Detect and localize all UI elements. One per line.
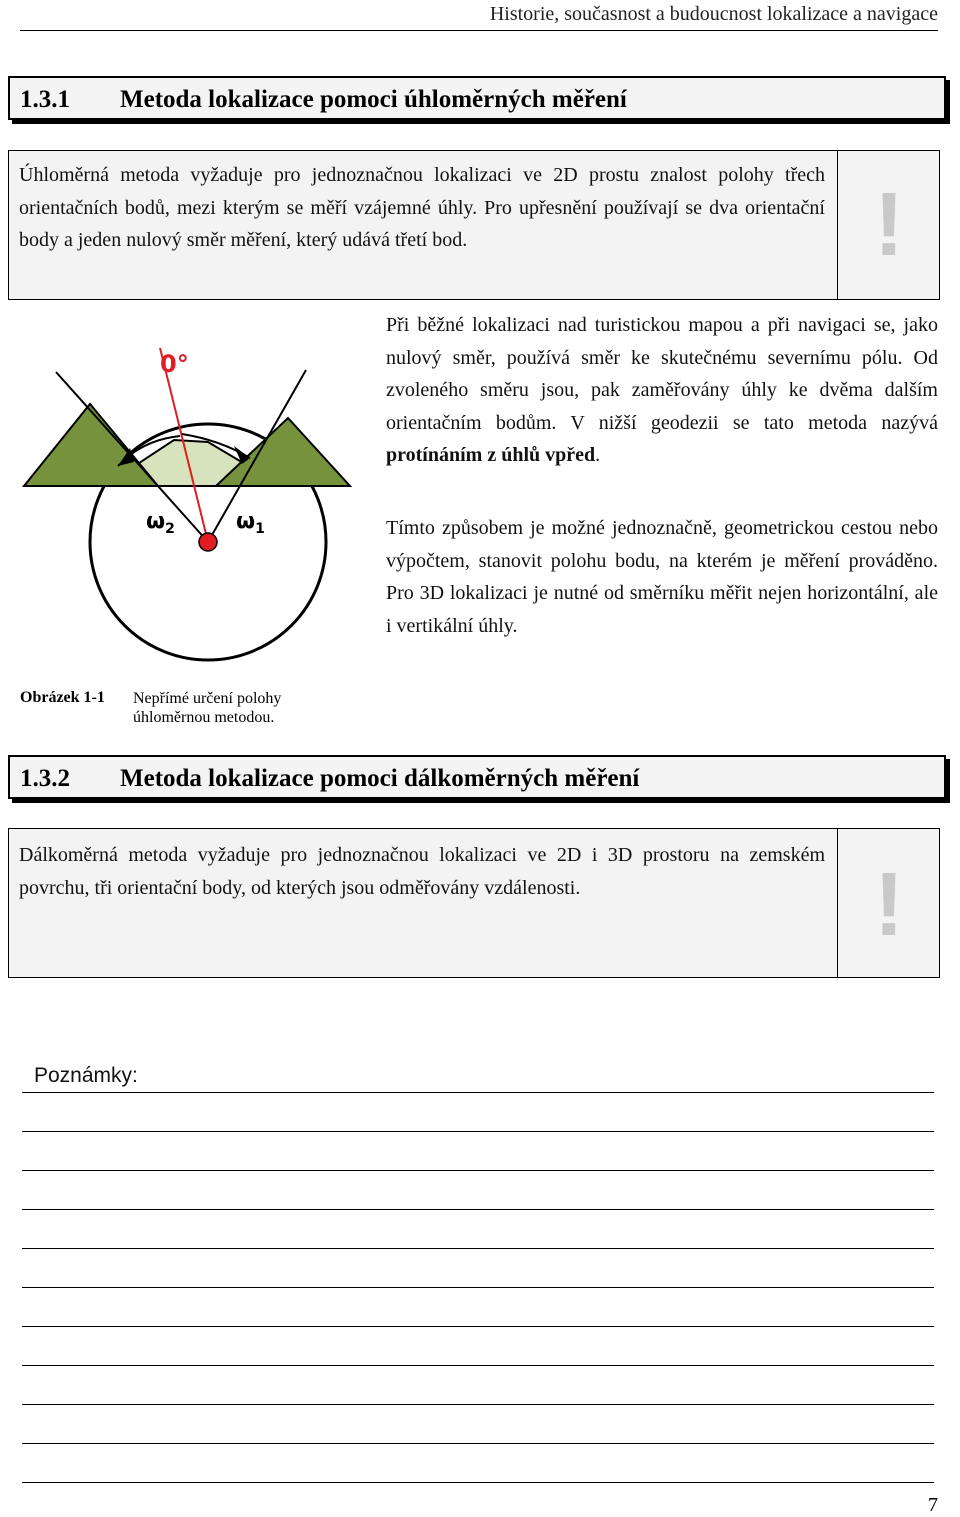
note-text: Úhloměrná metoda vyžaduje pro jednoznačnou lokalizaci ve 2D prostu znalost polohy třech orientačních bodů, mezi kterým se měří vzájemné úhly. Pro upřesnění používají se dva orientační body a jeden nulový směr měření, který udává třetí bod. bbox=[19, 164, 825, 251]
notes-line bbox=[22, 1092, 934, 1093]
notes-line bbox=[22, 1443, 934, 1444]
notes-title: Poznámky: bbox=[34, 1064, 138, 1087]
zero-direction-label: 0° bbox=[160, 350, 189, 378]
note-divider bbox=[837, 829, 838, 977]
omega2-subscript: 2 bbox=[165, 521, 175, 537]
section-title: Metoda lokalizace pomoci úhloměrných měření bbox=[120, 86, 627, 113]
notes-line bbox=[22, 1287, 934, 1288]
paragraph-unique-location: Tímto způsobem je možné jednoznačně, geometrickou cestou nebo výpočtem, stanovit polohu bodu, na kterém je měření prováděno. Pro 3D lokalizaci je nutné od směrníku měřit nejen horizontální, ale i vertikální úhly. bbox=[386, 517, 938, 637]
note-text: Dálkoměrná metoda vyžaduje pro jednoznačnou lokalizaci ve 2D i 3D prostoru na zemském povrchu, tři orientační body, od kterých jsou odměřovány vzdálenosti. bbox=[19, 844, 825, 899]
notes-line bbox=[22, 1404, 934, 1405]
section-heading-1-3-1 bbox=[8, 76, 946, 120]
running-header-title: Historie, současnost a budoucnost lokalizace a navigace bbox=[489, 3, 938, 25]
left-mountain bbox=[24, 404, 158, 486]
omega1-label bbox=[236, 509, 265, 537]
page-number: 7 bbox=[928, 1494, 938, 1516]
omega1-symbol: ω bbox=[236, 509, 256, 534]
section-number: 1.3.1 bbox=[20, 86, 70, 113]
exclamation-icon: ! bbox=[874, 175, 904, 275]
section-title: Metoda lokalizace pomoci dálkoměrných měření bbox=[120, 765, 640, 792]
angular-method-figure bbox=[10, 302, 360, 662]
paragraph-text: Při běžné lokalizaci nad turistickou mapou a při navigaci se, jako nulový směr, používá směr ke skutečnému severnímu pólu. Od zvoleného směru jsou, pak zaměřovány úhly ke dvěma dalším orientačním bodům. V nižší geodezii se tato metoda nazývá bbox=[386, 314, 938, 434]
exclamation-icon: ! bbox=[874, 855, 904, 955]
notes-line bbox=[22, 1326, 934, 1327]
note-box-angular bbox=[8, 150, 940, 300]
omega2-label bbox=[146, 509, 175, 537]
running-header bbox=[20, 0, 938, 31]
figure-caption-label: Obrázek 1-1 bbox=[20, 689, 105, 706]
note-divider bbox=[837, 151, 838, 299]
note-box-distance bbox=[8, 828, 940, 978]
notes-line bbox=[22, 1248, 934, 1249]
section-number: 1.3.2 bbox=[20, 765, 70, 792]
notes-line bbox=[22, 1209, 934, 1210]
bold-term: protínáním z úhlů vpřed bbox=[386, 444, 596, 466]
notes-line bbox=[22, 1131, 934, 1132]
omega2-symbol: ω bbox=[146, 509, 166, 534]
notes-line bbox=[22, 1170, 934, 1171]
paragraph-zero-direction bbox=[386, 309, 938, 472]
notes-line bbox=[22, 1365, 934, 1366]
omega1-subscript: 1 bbox=[255, 521, 265, 537]
figure-caption-text: Nepřímé určení polohy úhloměrnou metodou. bbox=[133, 690, 282, 726]
observer-point bbox=[199, 533, 217, 551]
notes-line bbox=[22, 1482, 934, 1483]
paragraph-end: . bbox=[595, 444, 601, 466]
section-heading-1-3-2 bbox=[8, 755, 946, 799]
